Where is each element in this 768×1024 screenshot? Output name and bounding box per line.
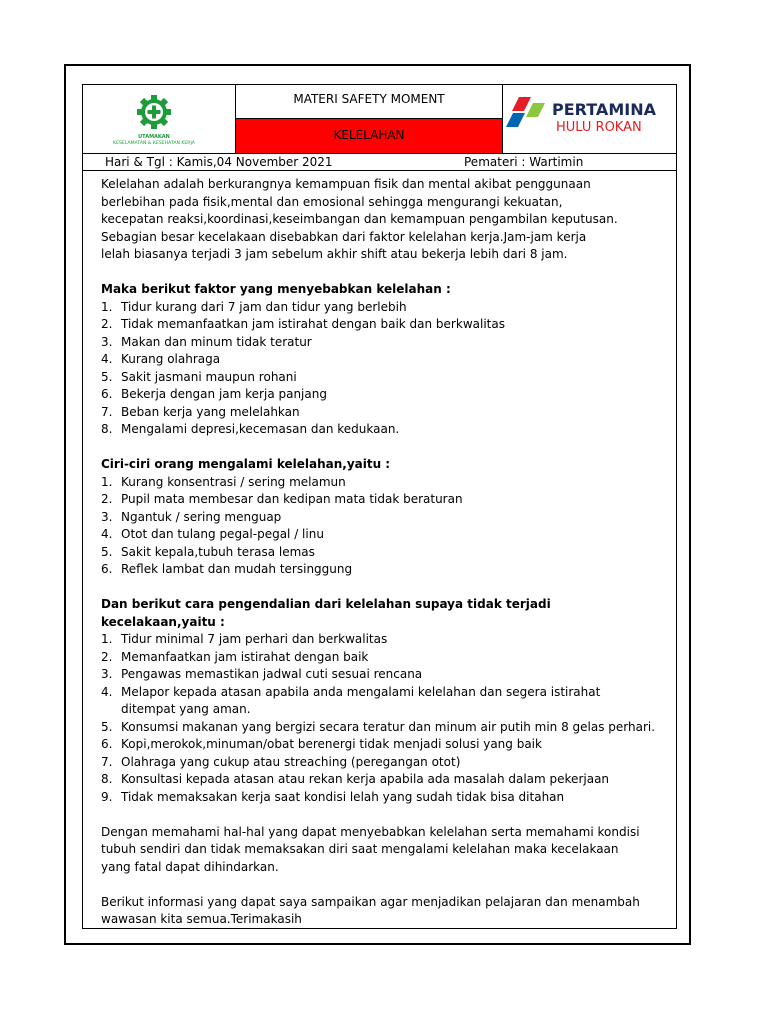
list-item-line: Pengawas memastikan jadwal cuti sesuai rencana <box>121 667 423 681</box>
list-item-number: 6. <box>101 387 113 401</box>
list-item-number: 8. <box>101 422 113 436</box>
list-item-text <box>121 316 661 334</box>
list-item-line: Reflek lambat dan mudah tersinggung <box>121 562 353 576</box>
list-item-line: ditempat yang aman. <box>121 702 251 716</box>
conclusion-line: yang fatal dapat dihindarkan. <box>101 859 279 874</box>
list-item-line: Kopi,merokok,minuman/obat berenergi tidak menjadi solusi yang baik <box>121 737 542 751</box>
list-item-text <box>121 719 661 737</box>
list-item-line: Beban kerja yang melelahkan <box>121 404 300 419</box>
list-item-number: 5. <box>101 369 113 384</box>
list-item-number: 3. <box>101 509 113 524</box>
list-item-number: 8. <box>101 772 113 786</box>
conclusion-line: tubuh sendiri dan tidak memaksakan diri saat mengalami kelelahan maka kecelakaan <box>101 842 619 856</box>
closing-line: wawasan kita semua.Terimakasih <box>101 912 302 926</box>
list-item-number: 7. <box>101 404 113 419</box>
list-item <box>101 404 661 422</box>
list-item-line: Konsultasi kepada atasan atau rekan kerja apabila ada masalah dalam pekerjaan <box>121 772 610 786</box>
spacer <box>101 264 661 282</box>
list-item-number: 4. <box>101 684 113 699</box>
list-item-line: Melapor kepada atasan apabila anda mengalami kelelahan dan segera istirahat <box>121 684 601 699</box>
list-item <box>101 421 661 439</box>
list-item-line: Ngantuk / sering menguap <box>121 509 282 524</box>
list-item-line: Pupil mata membesar dan kedipan mata tidak beraturan <box>121 492 463 506</box>
list-item-text <box>121 649 661 667</box>
list-item-text <box>121 369 661 387</box>
presenter-field: Pemateri : Wartimin <box>464 155 584 169</box>
list-item-line: Mengalami depresi,kecemasan dan kedukaan. <box>121 422 400 436</box>
intro-line: Sebagian besar kecelakaan disebabkan dari faktor kelelahan kerja.Jam-jam kerja <box>101 229 587 244</box>
list-item-text <box>121 421 661 439</box>
list-item-line: Olahraga yang cukup atau streaching (peregangan otot) <box>121 754 461 769</box>
list-item <box>101 491 661 509</box>
list-item <box>101 526 661 544</box>
list-item <box>101 649 661 667</box>
spacer <box>101 579 661 597</box>
list-item-number: 2. <box>101 649 113 664</box>
list-item-line: Konsumsi makanan yang bergizi secara teratur dan minum air putih min 8 gelas perhari. <box>121 719 656 734</box>
spacer <box>101 806 661 824</box>
intro-line: kecepatan reaksi,koordinasi,keseimbangan dan kemampuan pengambilan keputusan. <box>101 212 618 226</box>
section-heading: Maka berikut faktor yang menyebabkan kelelahan : <box>101 282 451 296</box>
list-item-number: 9. <box>101 789 113 804</box>
list-item <box>101 544 661 562</box>
list-item-text <box>121 526 661 544</box>
svg-text:UTAMAKAN: UTAMAKAN <box>138 134 170 140</box>
list-item-text <box>121 509 661 527</box>
list-item-line: Tidur minimal 7 jam perhari dan berkwalitas <box>121 632 388 646</box>
list-item-number: 5. <box>101 544 113 559</box>
conclusion-line: Dengan memahami hal-hal yang dapat menyebabkan kelelahan serta memahami kondisi <box>101 824 640 839</box>
list-item <box>101 561 661 579</box>
list-item-text <box>121 334 661 352</box>
list-item-text <box>121 474 661 492</box>
list-item-number: 6. <box>101 737 113 751</box>
list-item-text <box>121 299 661 317</box>
list-item-line: Otot dan tulang pegal-pegal / linu <box>121 527 324 541</box>
list-item-text <box>121 771 661 789</box>
section-heading: Dan berikut cara pengendalian dari kelelahan supaya tidak terjadi kecelakaan,yaitu : <box>101 597 551 629</box>
list-item <box>101 351 661 369</box>
list-item-line: Tidur kurang dari 7 jam dan tidur yang berlebih <box>121 299 407 314</box>
list-item-text <box>121 491 661 509</box>
list-item <box>101 386 661 404</box>
list-item-number: 1. <box>101 474 113 489</box>
list-item <box>101 316 661 334</box>
intro-line: berlebihan pada fisik,mental dan emosional sehingga mengurangi kekuatan, <box>101 194 563 209</box>
list-item-text <box>121 404 661 422</box>
list-item-text <box>121 684 661 719</box>
list-item-text <box>121 789 661 807</box>
list-item <box>101 684 661 719</box>
list-item-number: 1. <box>101 632 113 646</box>
date-field: Hari & Tgl : Kamis,04 November 2021 <box>105 155 333 169</box>
list-item <box>101 666 661 684</box>
list-item <box>101 771 661 789</box>
list-item <box>101 299 661 317</box>
list-item-line: Memanfaatkan jam istirahat dengan baik <box>121 649 369 664</box>
list-item-line: Sakit kepala,tubuh terasa lemas <box>121 544 315 559</box>
company-name-2: HULU ROKAN <box>556 120 642 135</box>
list-item-number: 2. <box>101 492 113 506</box>
list-item-line: Bekerja dengan jam kerja panjang <box>121 387 327 401</box>
document-body <box>101 176 661 929</box>
list-item-number: 6. <box>101 562 113 576</box>
list-item-line: Tidak memaksakan kerja saat kondisi lelah yang sudah tidak bisa ditahan <box>121 789 565 804</box>
gear-icon <box>137 95 171 129</box>
section-heading: Ciri-ciri orang mengalami kelelahan,yaitu : <box>101 457 391 471</box>
list-item <box>101 736 661 754</box>
list-item <box>101 369 661 387</box>
svg-text:KESELAMATAN & KESEHATAN KERJA: KESELAMATAN & KESEHATAN KERJA <box>113 141 195 146</box>
list-item <box>101 631 661 649</box>
list-item-line: Sakit jasmani maupun rohani <box>121 369 297 384</box>
list-item-line: Tidak memanfaatkan jam istirahat dengan baik dan berkwalitas <box>121 317 505 331</box>
document-title: MATERI SAFETY MOMENT <box>293 92 445 106</box>
list-item-number: 4. <box>101 527 113 541</box>
list-item-number: 7. <box>101 754 113 769</box>
topic-title: KELELAHAN <box>333 128 405 142</box>
closing-line: Berikut informasi yang dapat saya sampaikan agar menjadikan pelajaran dan menambah <box>101 894 640 909</box>
list-item-text <box>121 736 661 754</box>
pertamina-logo <box>505 93 671 135</box>
list-item-number: 1. <box>101 299 113 314</box>
list-item-number: 4. <box>101 352 113 366</box>
intro-line: Kelelahan adalah berkurangnya kemampuan fisik dan mental akibat penggunaan <box>101 177 591 191</box>
pertamina-emblem-icon <box>506 97 545 127</box>
spacer <box>101 876 661 894</box>
list-item <box>101 789 661 807</box>
list-item-text <box>121 754 661 772</box>
spacer <box>101 439 661 457</box>
k3-safety-logo <box>104 94 224 150</box>
list-item-text <box>121 544 661 562</box>
list-item-text <box>121 351 661 369</box>
list-item-number: 2. <box>101 317 113 331</box>
intro-line: lelah biasanya terjadi 3 jam sebelum akhir shift atau bekerja lebih dari 8 jam. <box>101 247 568 261</box>
list-item-text <box>121 386 661 404</box>
list-item <box>101 719 661 737</box>
list-item-number: 3. <box>101 667 113 681</box>
list-item-number: 3. <box>101 334 113 349</box>
list-item-text <box>121 561 661 579</box>
list-item <box>101 474 661 492</box>
list-item-line: Makan dan minum tidak teratur <box>121 334 312 349</box>
list-item-line: Kurang konsentrasi / sering melamun <box>121 474 346 489</box>
list-item-text <box>121 631 661 649</box>
list-item <box>101 509 661 527</box>
list-item <box>101 334 661 352</box>
list-item-number: 5. <box>101 719 113 734</box>
company-name-1: PERTAMINA <box>552 100 656 119</box>
list-item-text <box>121 666 661 684</box>
list-item-line: Kurang olahraga <box>121 352 221 366</box>
list-item <box>101 754 661 772</box>
